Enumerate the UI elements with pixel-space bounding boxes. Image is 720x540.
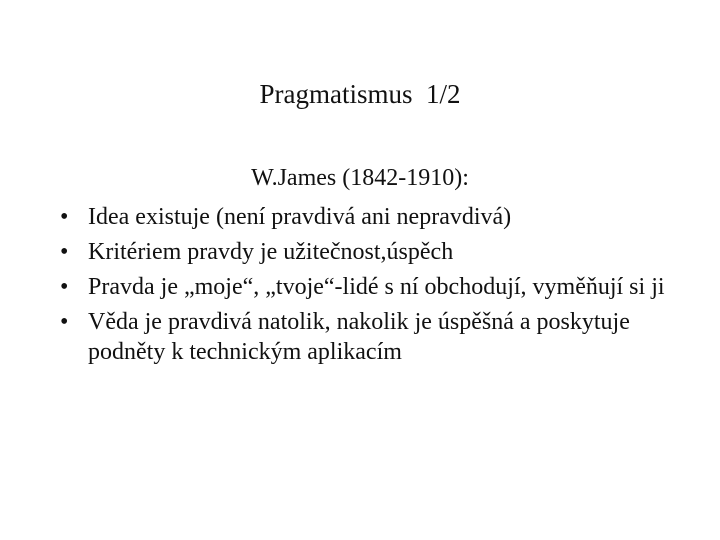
- bullet-icon: •: [60, 239, 69, 265]
- bullet-text: Kritériem pravdy je užitečnost,úspěch: [88, 239, 454, 265]
- bullet-item: [60, 272, 680, 302]
- bullet-item: [60, 237, 680, 267]
- bullet-icon: •: [60, 309, 69, 335]
- bullet-text: Idea existuje (není pravdivá ani nepravdivá): [88, 204, 512, 230]
- bullet-text: Věda je pravdivá natolik, nakolik je úspěšná a poskytuje podněty k technickým aplikacím: [88, 309, 630, 365]
- bullet-item: [60, 202, 680, 232]
- bullet-list: [60, 202, 680, 372]
- bullet-icon: •: [60, 204, 69, 230]
- bullet-item: [60, 307, 680, 367]
- bullet-icon: •: [60, 274, 69, 300]
- slide-subtitle: W.James (1842-1910):: [251, 165, 469, 191]
- slide-title: Pragmatismus 1/2: [259, 79, 461, 109]
- bullet-text: Pravda je „moje“, „tvoje“-lidé s ní obchodují, vyměňují si ji: [88, 274, 665, 300]
